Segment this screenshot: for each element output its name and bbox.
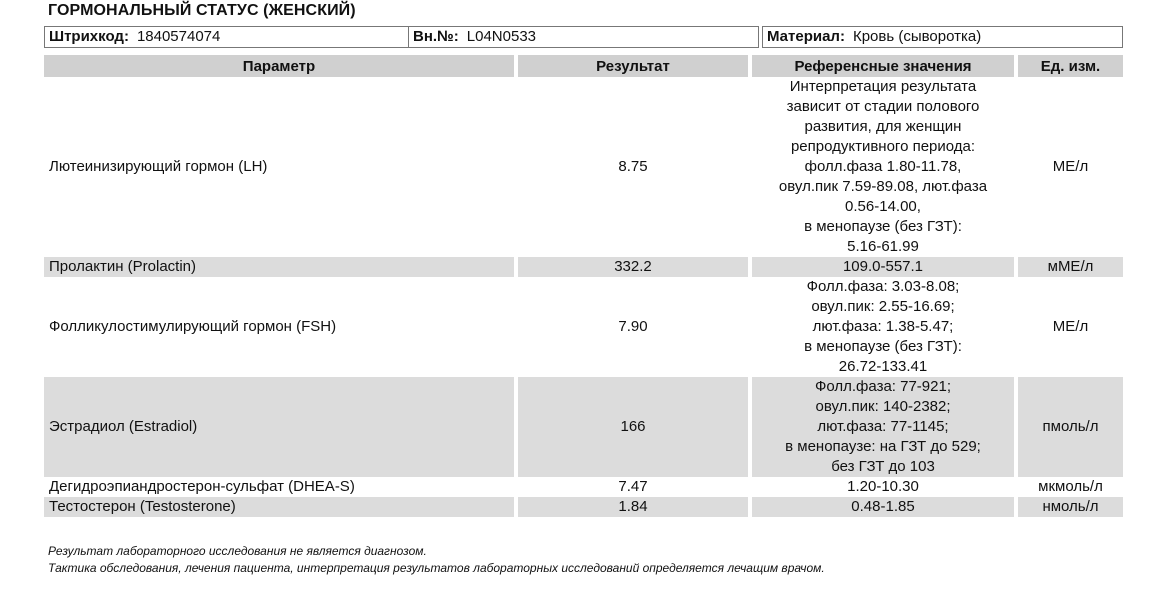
reference-line: Фолл.фаза: 3.03-8.08; [806,278,960,295]
table-row [44,77,1123,257]
row-parameter: Фолликулостимулирующий гормон (FSH) [49,318,337,335]
reference-line: Фолл.фаза: 77-921; [814,378,952,395]
row-result: 7.47 [514,477,748,497]
disclaimer [48,543,825,577]
table-row [44,477,1123,497]
row-parameter: Эстрадиол (Estradiol) [44,377,514,477]
reference-line: развития, для женщин [804,118,962,135]
row-unit: нмоль/л [1014,497,1123,517]
header-reference: Референсные значения [748,55,1014,77]
row-result: 8.75 [514,77,748,257]
row-reference [748,497,1014,517]
barcode-field [44,26,409,48]
reference-line: зависит от стадии полового [786,98,980,115]
row-unit: пмоль/л [1014,377,1123,477]
reference-line: 0.48-1.85 [851,498,915,515]
reference-line: лют.фаза: 1.38-5.47; [812,318,954,335]
reference-line: без ГЗТ до 103 [831,458,935,475]
internal-number-field [409,26,759,48]
material-field [762,26,1123,48]
row-unit: мМЕ/л [1014,257,1123,277]
row-result: 332.2 [514,257,748,277]
reference-line: Интерпретация результата [789,78,977,95]
row-unit: МЕ/л [1014,277,1123,377]
reference-line: лют.фаза: 77-1145; [817,418,949,435]
header-parameter: Параметр [44,55,514,77]
results-table [44,55,1123,517]
header-result: Результат [514,55,748,77]
disclaimer-line-1: Результат лабораторного исследования не является диагнозом. [48,544,427,558]
row-reference [748,277,1014,377]
material-label: Материал: [767,28,845,45]
row-unit: МЕ/л [1014,77,1123,257]
table-row [44,497,1123,517]
reference-line: 1.20-10.30 [847,478,919,495]
internal-number-label: Вн.№: [413,28,459,45]
row-unit: мкмоль/л [1014,477,1123,497]
reference-line: 26.72-133.41 [838,358,928,375]
reference-line: 109.0-557.1 [842,258,924,275]
disclaimer-line-2: Тактика обследования, лечения пациента, интерпретация результатов лабораторных исследований определяется лечащим врачом. [48,561,825,575]
row-reference [748,77,1014,257]
row-result: 1.84 [514,497,748,517]
table-row [44,277,1123,377]
row-parameter: Тестостерон (Testosterone) [44,497,514,517]
reference-line: репродуктивного периода: [790,138,976,155]
table-row [44,257,1123,277]
row-result: 166 [514,377,748,477]
row-parameter: Лютеинизирующий гормон (LH) [49,158,268,175]
reference-line: в менопаузе (без ГЗТ): [804,338,962,355]
reference-line: 0.56-14.00, [845,198,921,215]
reference-line: 5.16-61.99 [847,238,919,255]
header-unit: Ед. изм. [1014,55,1123,77]
row-parameter: Дегидроэпиандростерон-сульфат (DHEA-S) [49,478,355,495]
reference-line: овул.пик 7.59-89.08, лют.фаза [778,178,988,195]
row-reference [748,377,1014,477]
row-reference [748,477,1014,497]
row-reference [748,257,1014,277]
reference-line: овул.пик: 140-2382; [815,398,951,415]
barcode-label: Штрихкод: [49,28,129,45]
internal-number-value: L04N0533 [466,28,537,45]
reference-line: фолл.фаза 1.80-11.78, [804,158,962,175]
sample-info-row [44,26,1123,50]
row-result: 7.90 [514,277,748,377]
results-header-row [44,55,1123,77]
row-parameter: Пролактин (Prolactin) [44,257,514,277]
barcode-value: 1840574074 [136,28,221,45]
reference-line: овул.пик: 2.55-16.69; [811,298,955,315]
reference-line: в менопаузе: на ГЗТ до 529; [785,438,981,455]
table-row [44,377,1123,477]
report-title: ГОРМОНАЛЬНЫЙ СТАТУС (ЖЕНСКИЙ) [48,2,356,19]
reference-line: в менопаузе (без ГЗТ): [804,218,962,235]
material-value: Кровь (сыворотка) [852,28,982,45]
